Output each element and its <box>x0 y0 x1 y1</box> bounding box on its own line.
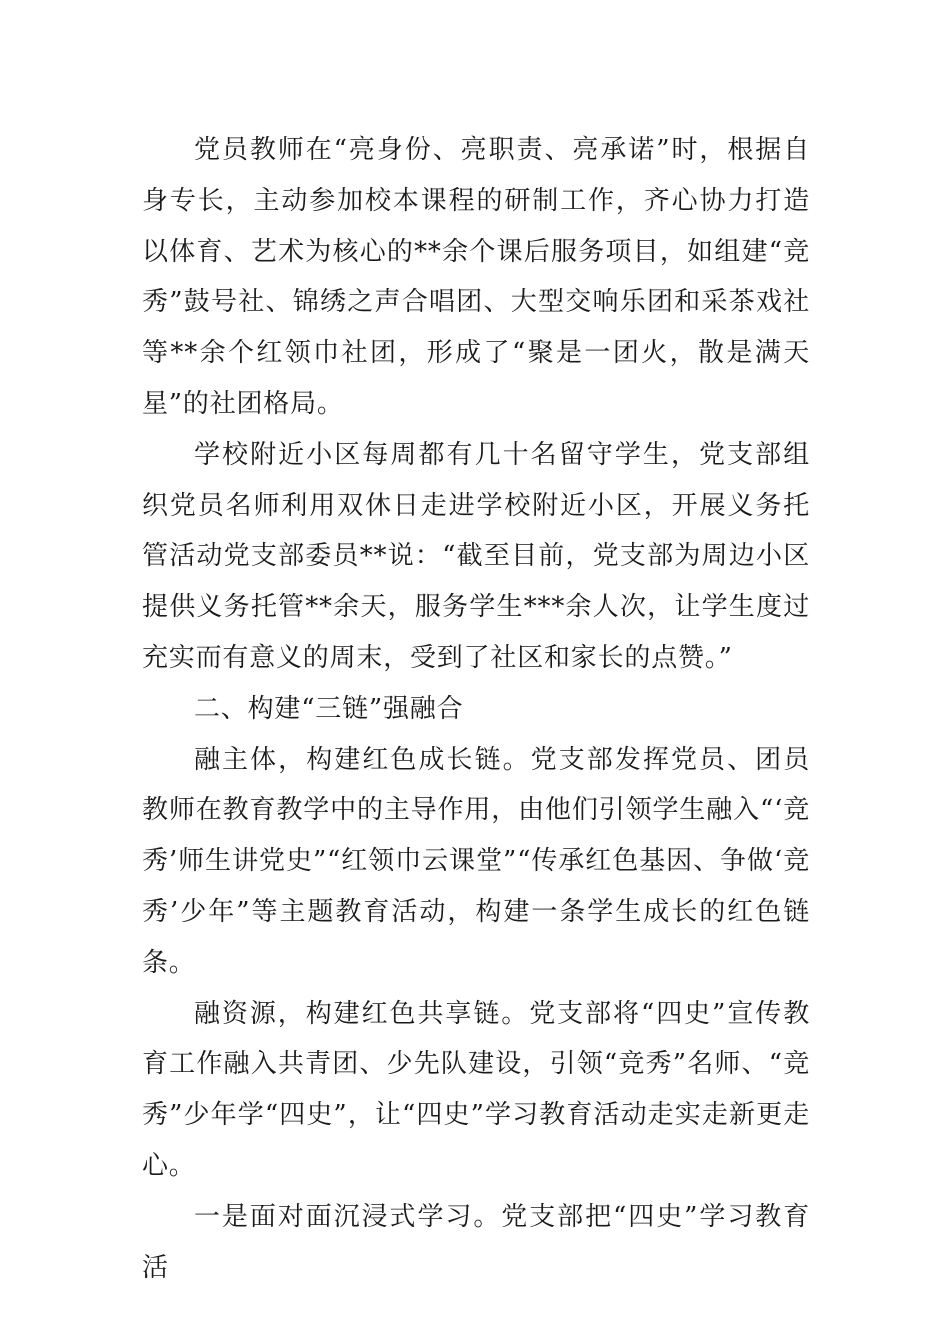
document-body <box>142 125 810 1293</box>
section-heading: 二、构建“三链”强融合 <box>194 693 464 724</box>
paragraph-immersive-learning: 一是面对面沉浸式学习。党支部把“四史”学习教育活 <box>142 1201 810 1283</box>
paragraph-sharing-chain: 融资源，构建红色共享链。党支部将“四史”宣传教育工作融入共青团、少先队建设，引领“竞秀”名师、“竞秀”少年学“四史”，让“四史”学习教育活动走实走新更走心。 <box>142 998 810 1181</box>
paragraph-weekend-care: 学校附近小区每周都有几十名留守学生，党支部组织党员名师利用双休日走进学校附近小区，开展义务托管活动党支部委员**说：“截至目前，党支部为周边小区提供义务托管**余天，服务学生***余人次，让学生度过充实而有意义的周末，受到了社区和家长的点赞。” <box>142 439 810 673</box>
paragraph-service-projects: 党员教师在“亮身份、亮职责、亮承诺”时，根据自身专长，主动参加校本课程的研制工作，齐心协力打造以体育、艺术为核心的**余个课后服务项目，如组建“竞秀”鼓号社、锦绣之声合唱团、大型交响乐团和采茶戏社等**余个红领巾社团，形成了“聚是一团火，散是满天星”的社团格局。 <box>142 135 810 419</box>
paragraph-growth-chain: 融主体，构建红色成长链。党支部发挥党员、团员教师在教育教学中的主导作用，由他们引领学生融入“‘竞秀’师生讲党史”“红领巾云课堂”“传承红色基因、争做‘竞秀’少年”等主题教育活动，构建一条学生成长的红色链条。 <box>142 744 810 978</box>
